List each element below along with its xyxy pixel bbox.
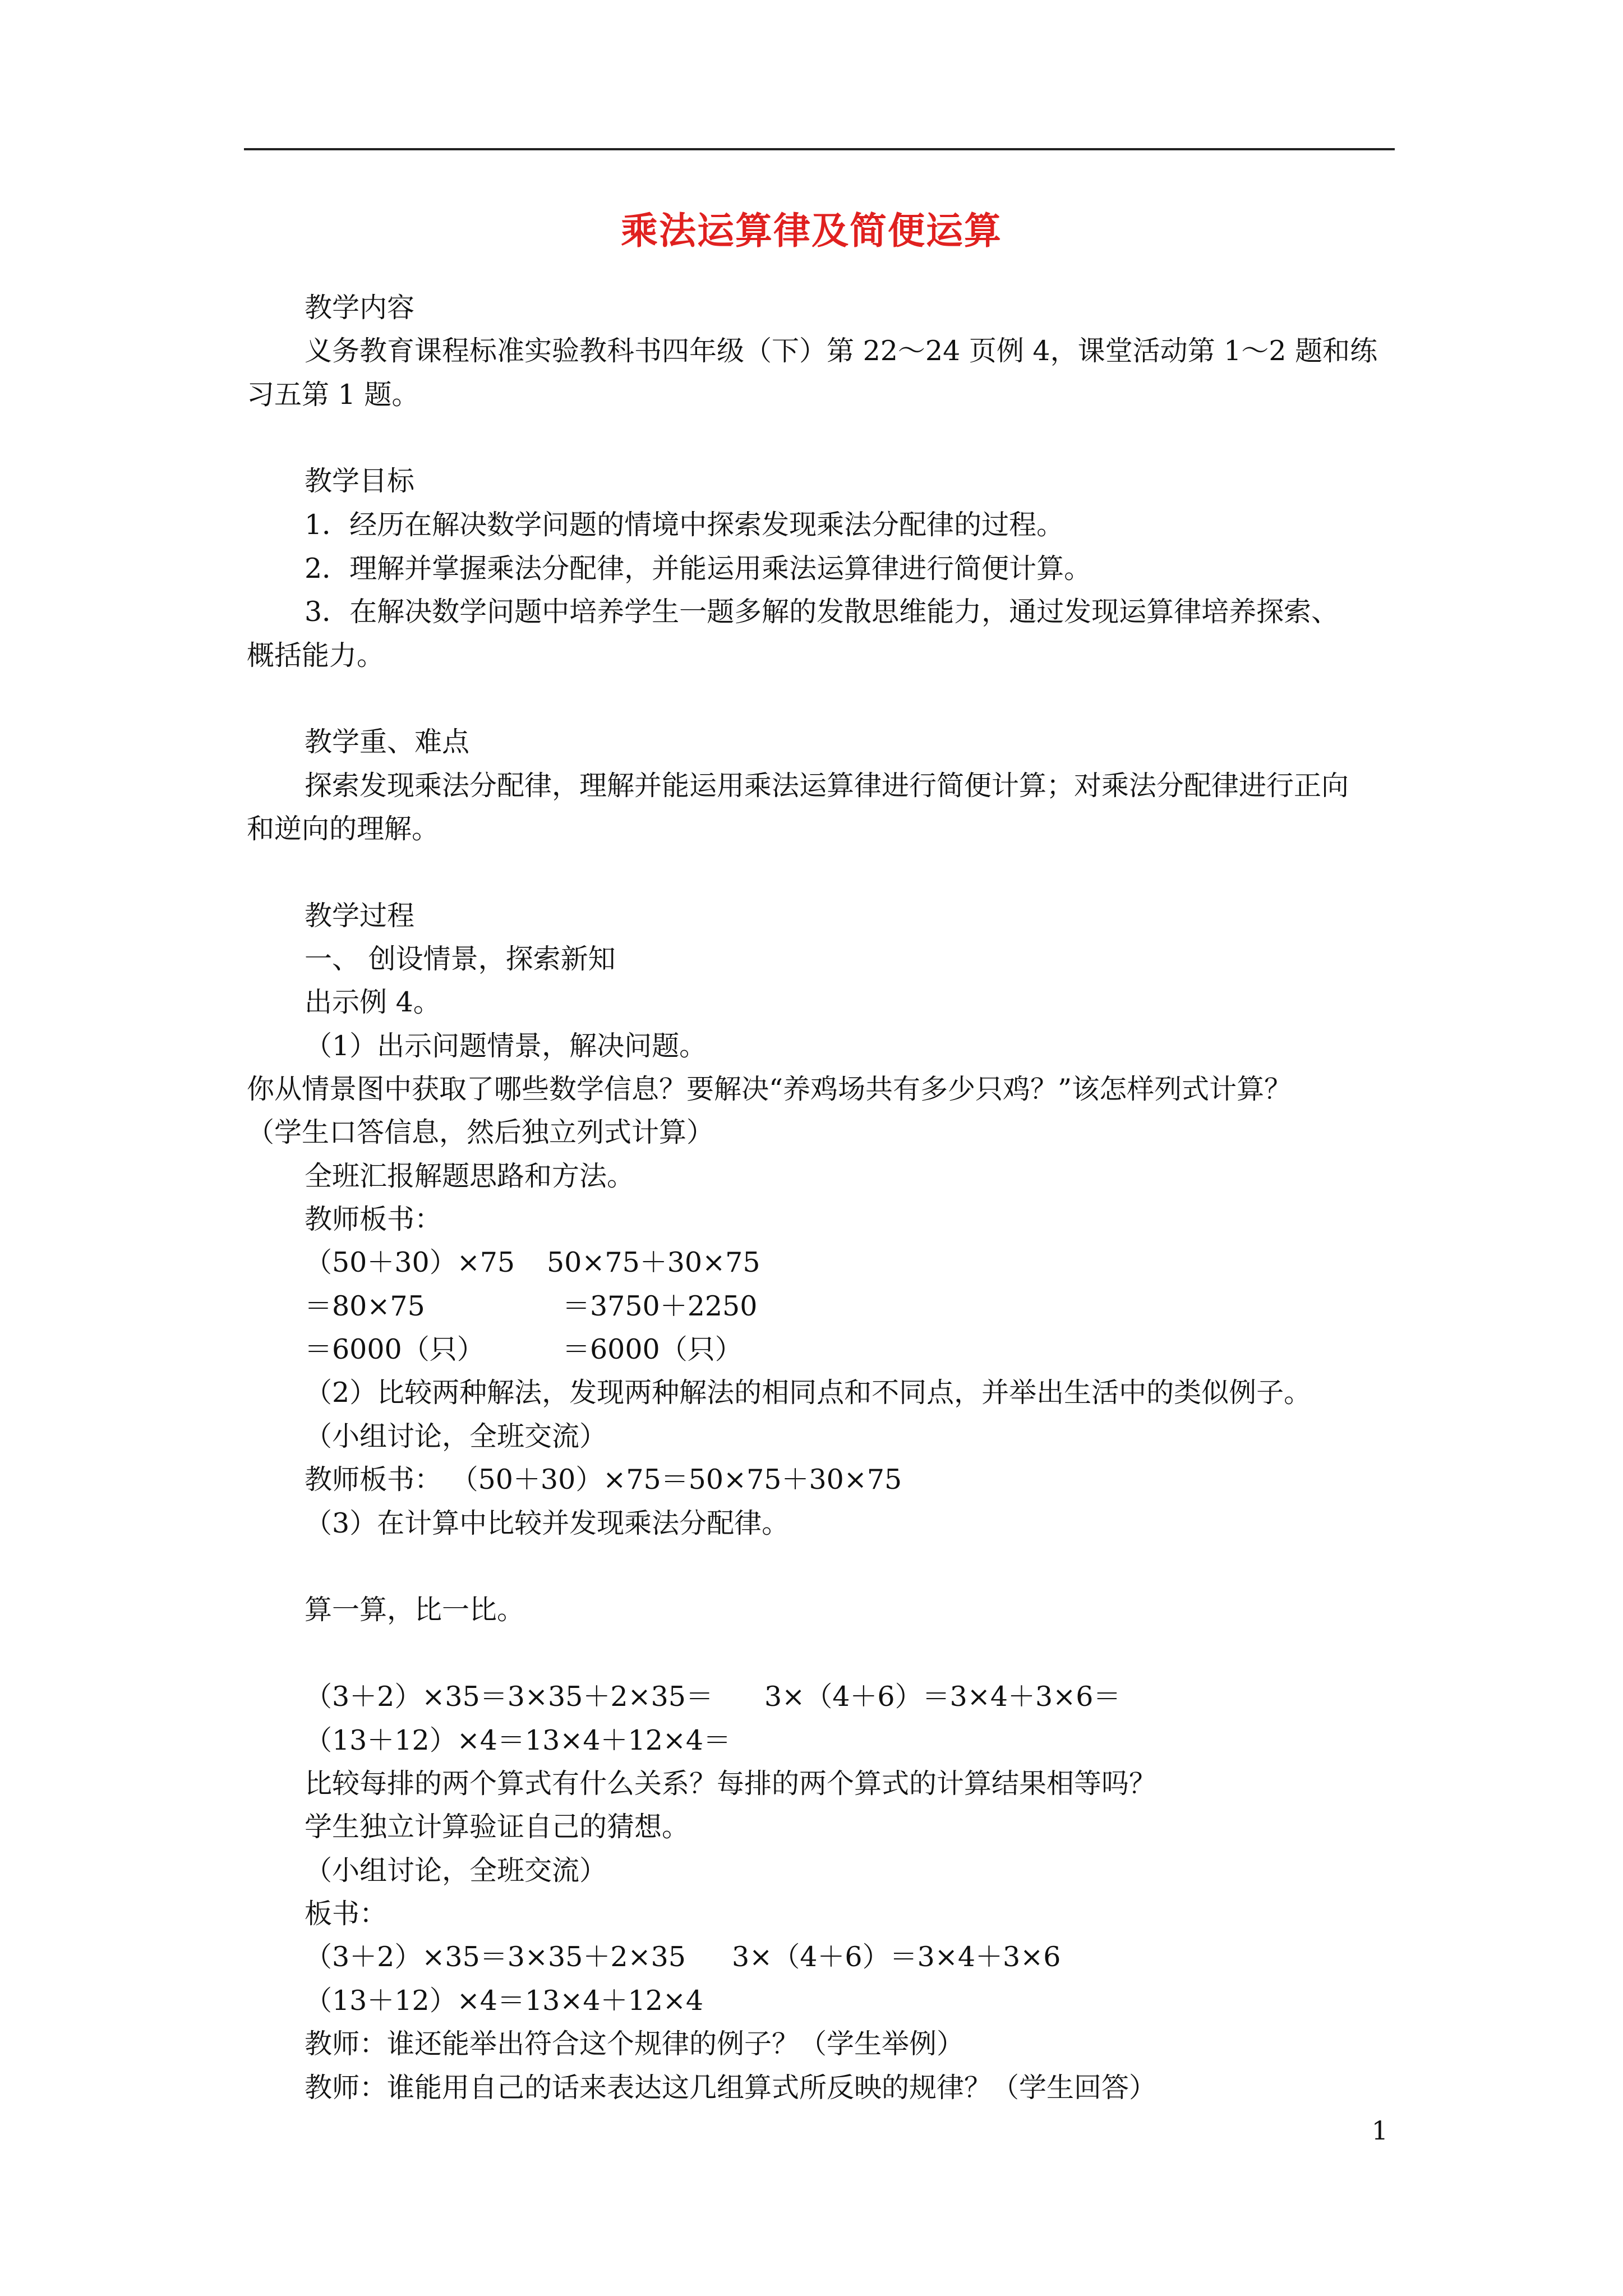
verify-line: 学生独立计算验证自己的猜想。	[305, 1811, 690, 1843]
teacher-question-1: 教师：谁还能举出符合这个规律的例子？（学生举例）	[305, 2028, 965, 2060]
board-left-line-2: ＝80×75	[305, 1290, 425, 1322]
content-heading: 教学内容	[305, 292, 415, 324]
discussion-note-2: （小组讨论，全班交流）	[305, 1855, 607, 1887]
calc-row-2: （13＋12）×4＝13×4＋12×4＝	[305, 1724, 731, 1756]
question-line-1: 你从情景图中获取了哪些数学信息？要解决“养鸡场共有多少只鸡？”该怎样列式计算？	[247, 1073, 1292, 1105]
goals-heading: 教学目标	[305, 465, 415, 497]
goal-2: 2．理解并掌握乘法分配律，并能运用乘法运算律进行简便计算。	[305, 553, 1092, 585]
board-label: 教师板书：	[305, 1203, 442, 1235]
report-line: 全班汇报解题思路和方法。	[305, 1160, 635, 1192]
goal-3-line-1: 3．在解决数学问题中培养学生一题多解的发散思维能力，通过发现运算律培养探索、	[305, 596, 1339, 628]
calc-row-1-right: 3×（4＋6）＝3×4＋3×6＝	[764, 1681, 1121, 1713]
page-number: 1	[1371, 2115, 1388, 2146]
board-3-row-1-left: （3＋2）×35＝3×35＋2×35	[305, 1941, 686, 1973]
calc-row-1-left: （3＋2）×35＝3×35＋2×35＝	[305, 1681, 713, 1713]
show-example: 出示例 4。	[305, 986, 441, 1018]
board-left-line-3: ＝6000（只）	[305, 1333, 485, 1365]
board-2: 教师板书： （50＋30）×75＝50×75＋30×75	[305, 1464, 902, 1496]
board-3-row-1-right: 3×（4＋6）＝3×4＋3×6	[732, 1941, 1061, 1973]
calc-prompt: 算一算，比一比。	[305, 1594, 525, 1626]
header-rule	[244, 148, 1395, 150]
key-points-line-2: 和逆向的理解。	[247, 813, 440, 845]
section-1-heading: 一、 创设情景，探索新知	[305, 943, 616, 975]
board-left-line-1: （50＋30）×75	[305, 1246, 515, 1278]
step-1: （1）出示问题情景，解决问题。	[305, 1030, 707, 1062]
key-points-line-1: 探索发现乘法分配律，理解并能运用乘法运算律进行简便计算；对乘法分配律进行正向	[305, 770, 1349, 802]
process-heading: 教学过程	[305, 900, 415, 932]
question-line-2: （学生口答信息，然后独立列式计算）	[247, 1116, 714, 1148]
goal-3-line-2: 概括能力。	[247, 639, 385, 671]
board-right-line-3: ＝6000（只）	[562, 1333, 743, 1365]
document-title: 乘法运算律及简便运算	[621, 209, 1002, 252]
step-3: （3）在计算中比较并发现乘法分配律。	[305, 1507, 790, 1539]
discussion-note-1: （小组讨论，全班交流）	[305, 1420, 607, 1452]
step-2: （2）比较两种解法，发现两种解法的相同点和不同点，并举出生活中的类似例子。	[305, 1377, 1312, 1409]
board-right-line-1: 50×75＋30×75	[547, 1246, 760, 1278]
content-line-1: 义务教育课程标准实验教科书四年级（下）第 22～24 页例 4，课堂活动第 1～2 题和练	[305, 335, 1378, 367]
board-3-row-2: （13＋12）×4＝13×4＋12×4	[305, 1985, 704, 2017]
key-points-heading: 教学重、难点	[305, 726, 470, 758]
board-3-label: 板书：	[305, 1898, 388, 1930]
goal-1: 1．经历在解决数学问题的情境中探索发现乘法分配律的过程。	[305, 509, 1064, 541]
teacher-question-2: 教师：谁能用自己的话来表达这几组算式所反映的规律？（学生回答）	[305, 2072, 1157, 2104]
compare-question: 比较每排的两个算式有什么关系？每排的两个算式的计算结果相等吗？	[305, 1768, 1157, 1800]
board-right-line-2: ＝3750＋2250	[562, 1290, 758, 1322]
content-line-2: 习五第 1 题。	[247, 379, 419, 411]
